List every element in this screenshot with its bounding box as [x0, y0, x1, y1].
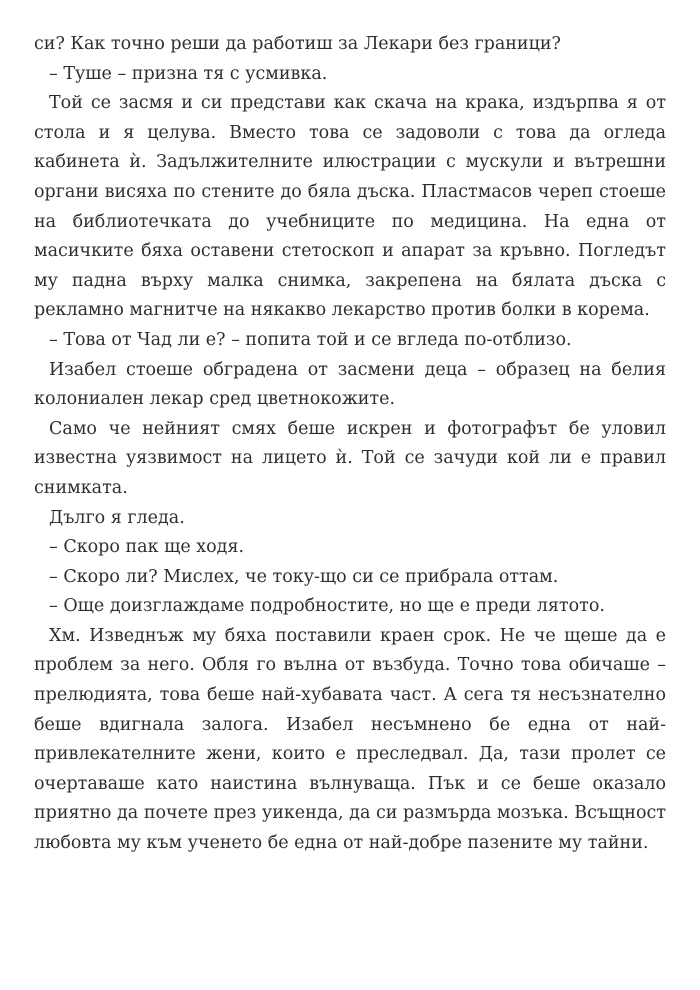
paragraph-dialogue: – Това от Чад ли е? – попита той и се вгледа по-отблизо. — [49, 329, 572, 350]
paragraph-narration: Изабел стоеше обградена от засмени деца – образец на белия колониален лекар сред цветнокожите. — [34, 359, 666, 410]
paragraph-dialogue: – Скоро ли? Мислех, че току-що си се прибрала оттам. — [49, 566, 559, 587]
paragraph-narration: Хм. Изведнъж му бяха поставили краен срок. Не че щеше да е проблем за него. Обля го вълна от възбуда. Точно това обичаше – прелюдията, това беше най-хубавата част. А сега тя несъзнателно беше вдигнала залога. Изабел несъмнено бе една от най-привлекателните жени, които е преследвал. Да, тази пролет се очертаваше като наистина вълнуваща. Пък и се беше оказало приятно да почете през уикенда, да си размърда мозъка. Всъщност любовта му към ученето бе една от най-добре пазените му тайни. — [34, 625, 666, 854]
paragraph-narration: Само че нейният смях беше искрен и фотографът бе уловил известна уязвимост на лицето ѝ. Той се зачуди кой ли е правил снимката. — [34, 418, 666, 498]
paragraph-continuation: си? Как точно реши да работиш за Лекари без граници? — [34, 34, 561, 54]
book-page-text — [34, 30, 666, 859]
paragraph-dialogue: – Скоро пак ще ходя. — [49, 537, 245, 558]
paragraph-dialogue: – Още доизглаждаме подробностите, но ще е преди лятото. — [49, 596, 605, 617]
paragraph-narration: Дълго я гледа. — [49, 507, 185, 528]
paragraph-dialogue: – Туше – призна тя с усмивка. — [49, 63, 328, 84]
paragraph-narration: Той се засмя и си представи как скача на крака, издърпва я от стола и я целува. Вместо това се задоволи с това да огледа кабинета ѝ. Задължителните илюстрации с мускули и вътрешни органи висяха по стените до бяла дъска. Пластмасов череп стоеше на библиотечката до учебниците по медицина. На една от масичките бяха оставени стетоскоп и апарат за кръвно. Погледът му падна върху малка снимка, закрепена на бялата дъска с рекламно магнитче на някакво лекарство против болки в корема. — [34, 93, 666, 321]
